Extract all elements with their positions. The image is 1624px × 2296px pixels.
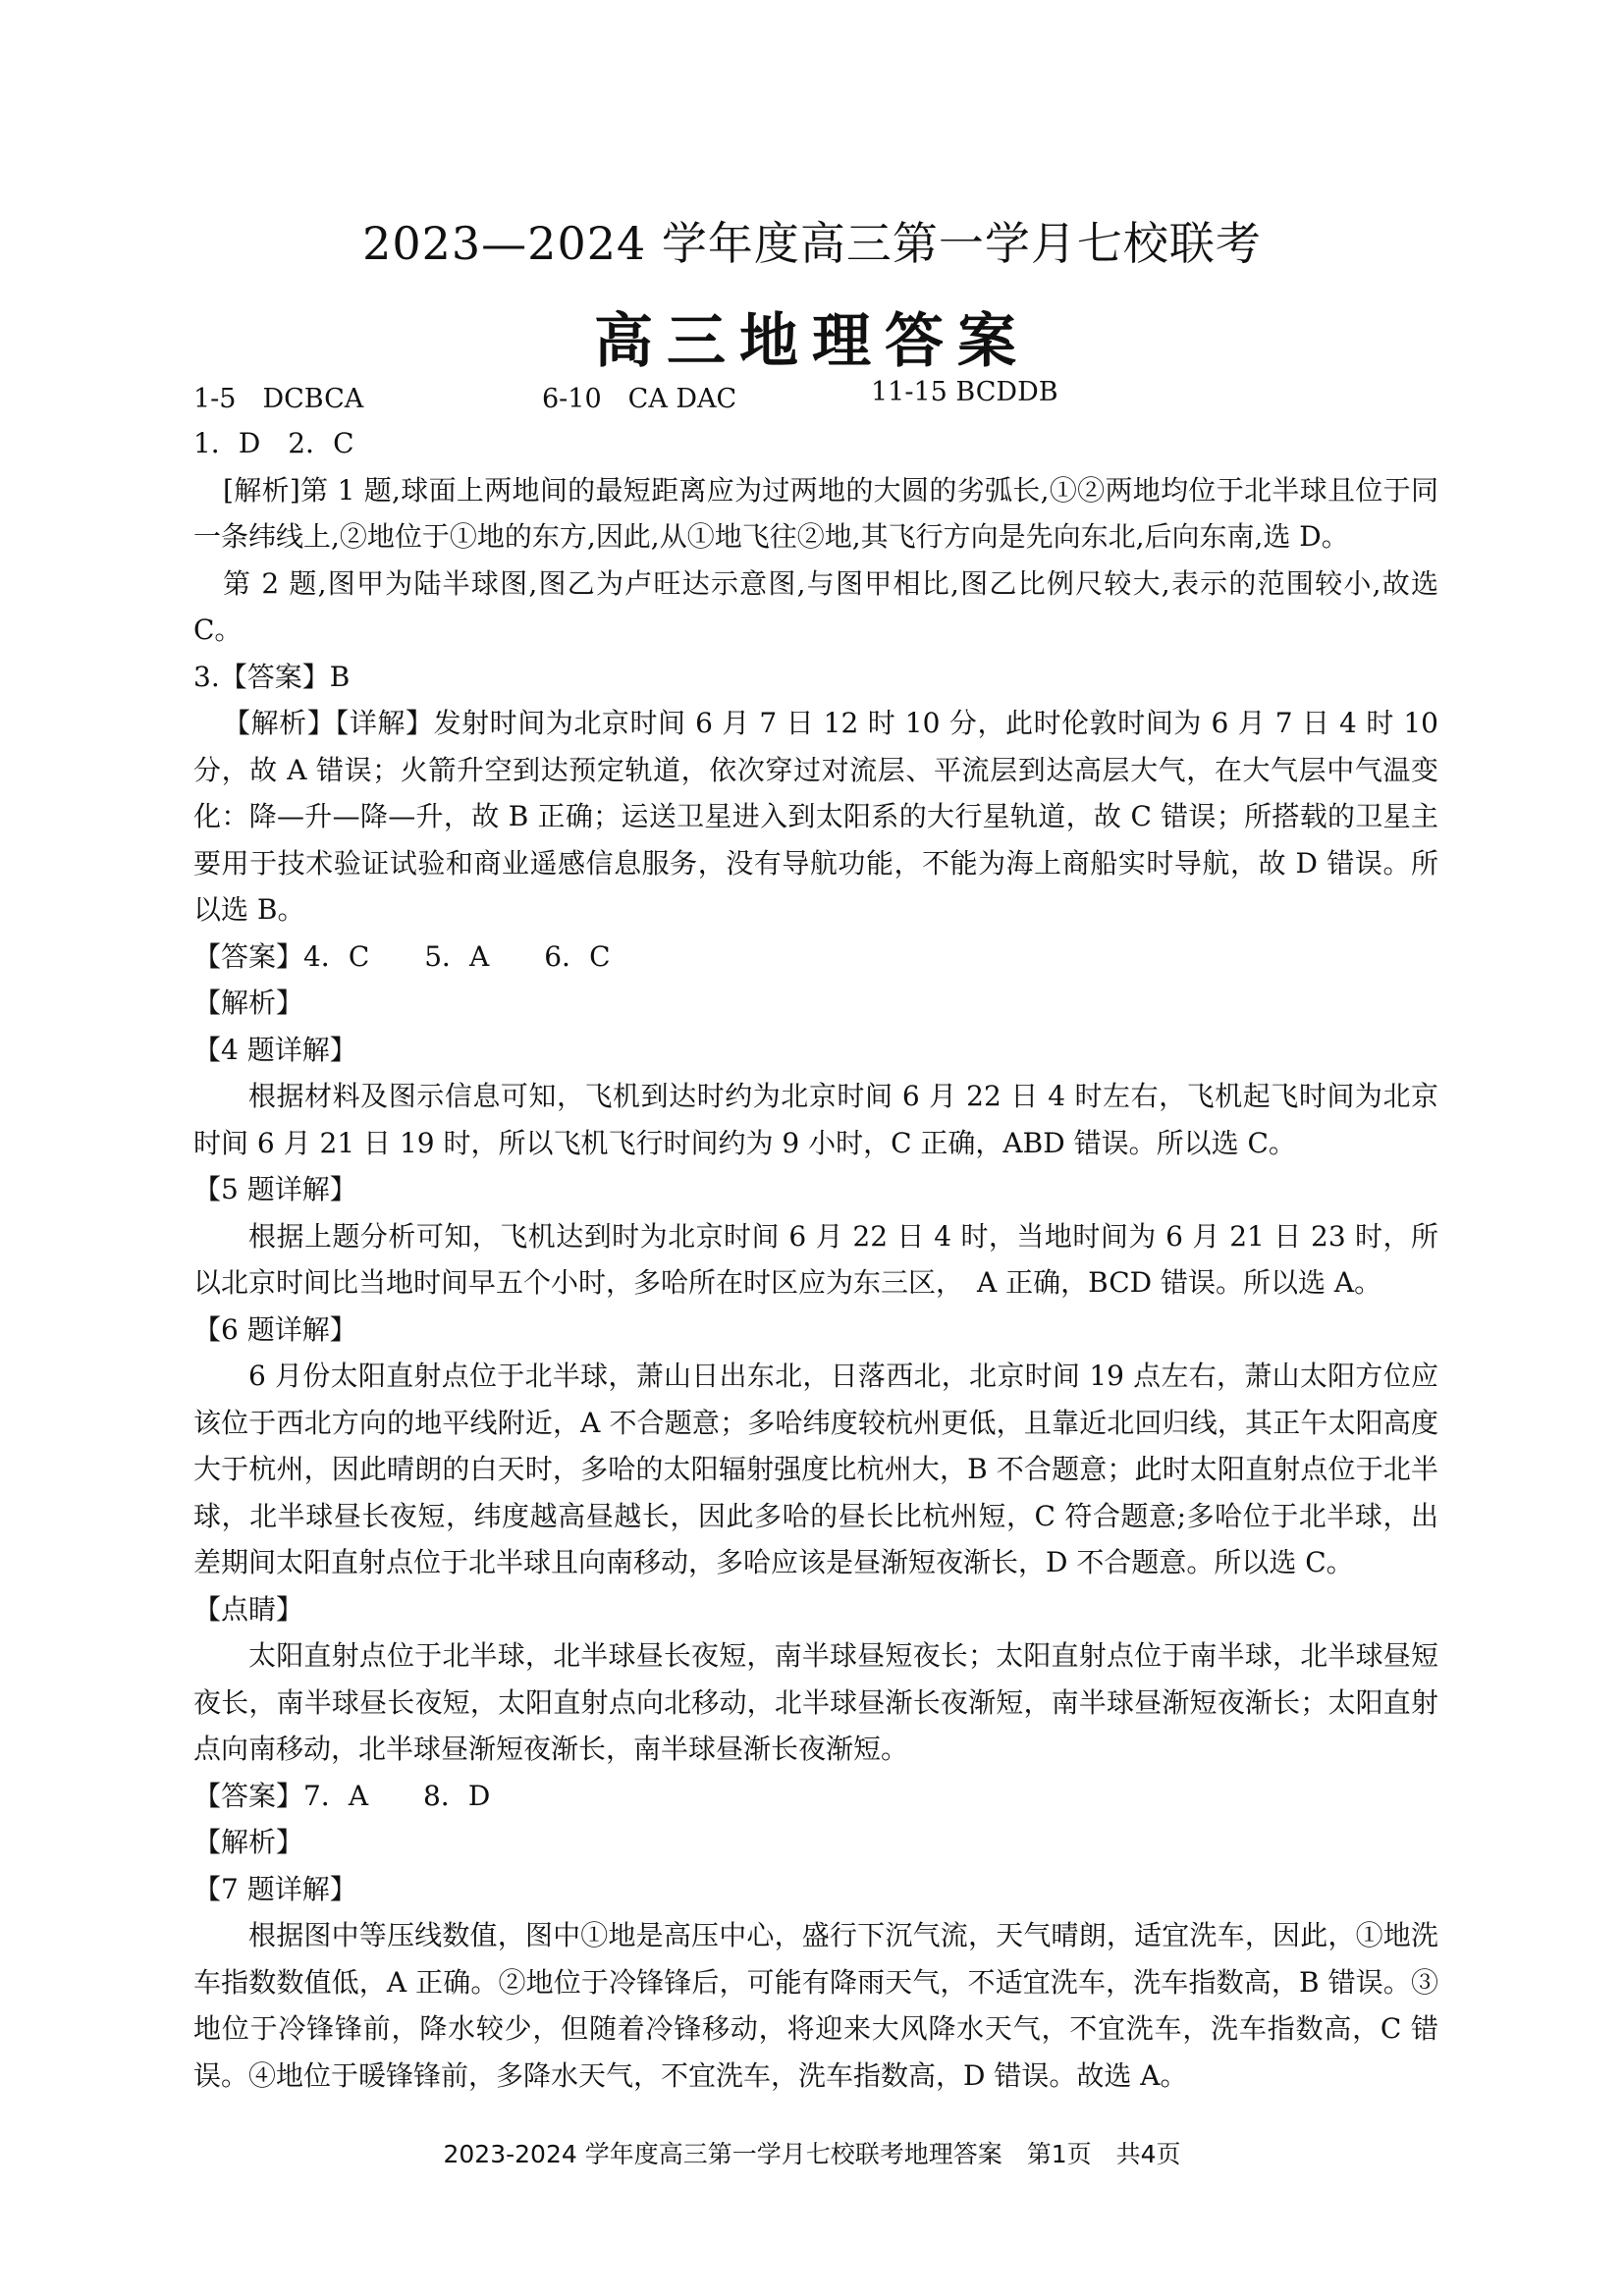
section-heading-analysis: 【解析】: [193, 987, 304, 1019]
answer-line-q4-q6: 【答案】4．C 5．A 6．C: [193, 939, 611, 973]
answer-line-q1-q2: 1．D 2．C: [193, 427, 354, 459]
explanation-q4: 根据材料及图示信息可知，飞机到达时约为北京时间 6 月 22 日 4 时左右，飞机起飞时间为北京时间 6 月 21 日 19 时，所以飞机飞行时间约为 9 小时，C 正确，ABD 错误。所以选 C。: [193, 1080, 1438, 1159]
explanation-q5: 根据上题分析可知，飞机达到时为北京时间 6 月 22 日 4 时，当地时间为 6 月 21 日 23 时，所以北京时间比当地时间早五个小时，多哈所在时区应为东三区， A 正确，BCD 错误。所以选 A。: [193, 1219, 1438, 1299]
explanation-q6: 6 月份太阳直射点位于北半球，萧山日出东北，日落西北，北京时间 19 点左右，萧山太阳方位应该位于西北方向的地平线附近，A 不合题意；多哈纬度较杭州更低，且靠近北回归线，其正午太阳高度大于杭州，因此晴朗的白天时，多哈的太阳辐射强度比杭州大，B 不合题意；此时太阳直射点位于北半球，北半球昼长夜短，纬度越高昼越长，因此多哈的昼长比杭州短，C 符合题意;多哈位于北半球，出差期间太阳直射点位于北半球且向南移动，多哈应该是昼渐短夜渐长，D 不合题意。所以选 C。: [193, 1360, 1438, 1578]
section-heading-analysis-2: 【解析】: [193, 1826, 304, 1858]
page-footer: 2023-2024 学年度高三第一学月七校联考地理答案 第1页 共4页: [443, 2140, 1181, 2168]
explanation-q7: 根据图中等压线数值，图中①地是高压中心，盛行下沉气流，天气晴朗，适宜洗车，因此，①地洗车指数数值低，A 正确。②地位于冷锋锋后，可能有降雨天气，不适宜洗车，洗车指数高，B 错误。③地位于冷锋锋前，降水较少，但随着冷锋移动，将迎来大风降水天气，不宜洗车，洗车指数高，C 错误。④地位于暖锋锋前，多降水天气，不宜洗车，洗车指数高，D 错误。故选 A。: [193, 1919, 1438, 2092]
section-heading-q4: 【4 题详解】: [193, 1033, 357, 1066]
tip-text: 太阳直射点位于北半球，北半球昼长夜短，南半球昼短夜长；太阳直射点位于南半球，北半球昼短夜长，南半球昼长夜短，太阳直射点向北移动，北半球昼渐长夜渐短，南半球昼渐短夜渐长；太阳直射点向南移动，北半球昼渐短夜渐长，南半球昼渐长夜渐短。: [193, 1639, 1438, 1765]
explanation-q2: 第 2 题,图甲为陆半球图,图乙为卢旺达示意图,与图甲相比,图乙比例尺较大,表示的范围较小,故选 C。: [193, 566, 1438, 646]
exam-title: 2023—2024 学年度高三第一学月七校联考: [362, 217, 1262, 270]
explanation-q3: 【解析】【详解】发射时间为北京时间 6 月 7 日 12 时 10 分，此时伦敦时间为 6 月 7 日 4 时 10 分，故 A 错误；火箭升空到达预定轨道，依次穿过对流层、平流层到达高层大气，在大气层中气温变化：降—升—降—升，故 B 正确；运送卫星进入到太阳系的大行星轨道，故 C 错误；所搭载的卫星主要用于技术验证试验和商业遥感信息服务，没有导航功能，不能为海上商船实时导航，故 D 错误。所以选 B。: [193, 707, 1439, 926]
section-heading-q5: 【5 题详解】: [193, 1173, 357, 1205]
answer-body: [193, 420, 1438, 2099]
answer-key-11-15: 11-15 BCDDB: [871, 377, 1058, 407]
answer-title: 高三地理答案: [594, 307, 1030, 376]
explanation-q1: [解析]第 1 题,球面上两地间的最短距离应为过两地的大圆的劣弧长,①②两地均位于北半球且位于同一条纬线上,②地位于①地的东方,因此,从①地飞往②地,其飞行方向是先向东北,后向东南,选 D。: [193, 473, 1438, 553]
section-heading-tip: 【点睛】: [193, 1592, 304, 1626]
answer-key-1-5: 1-5 DCBCA: [193, 384, 364, 414]
section-heading-q7: 【7 题详解】: [193, 1872, 357, 1905]
section-heading-q6: 【6 题详解】: [193, 1312, 357, 1346]
answer-line-q3: 3.【答案】B: [193, 660, 351, 693]
answer-line-q7-q8: 【答案】7．A 8．D: [193, 1779, 491, 1812]
answer-key-6-10: 6-10 CA DAC: [542, 384, 737, 414]
